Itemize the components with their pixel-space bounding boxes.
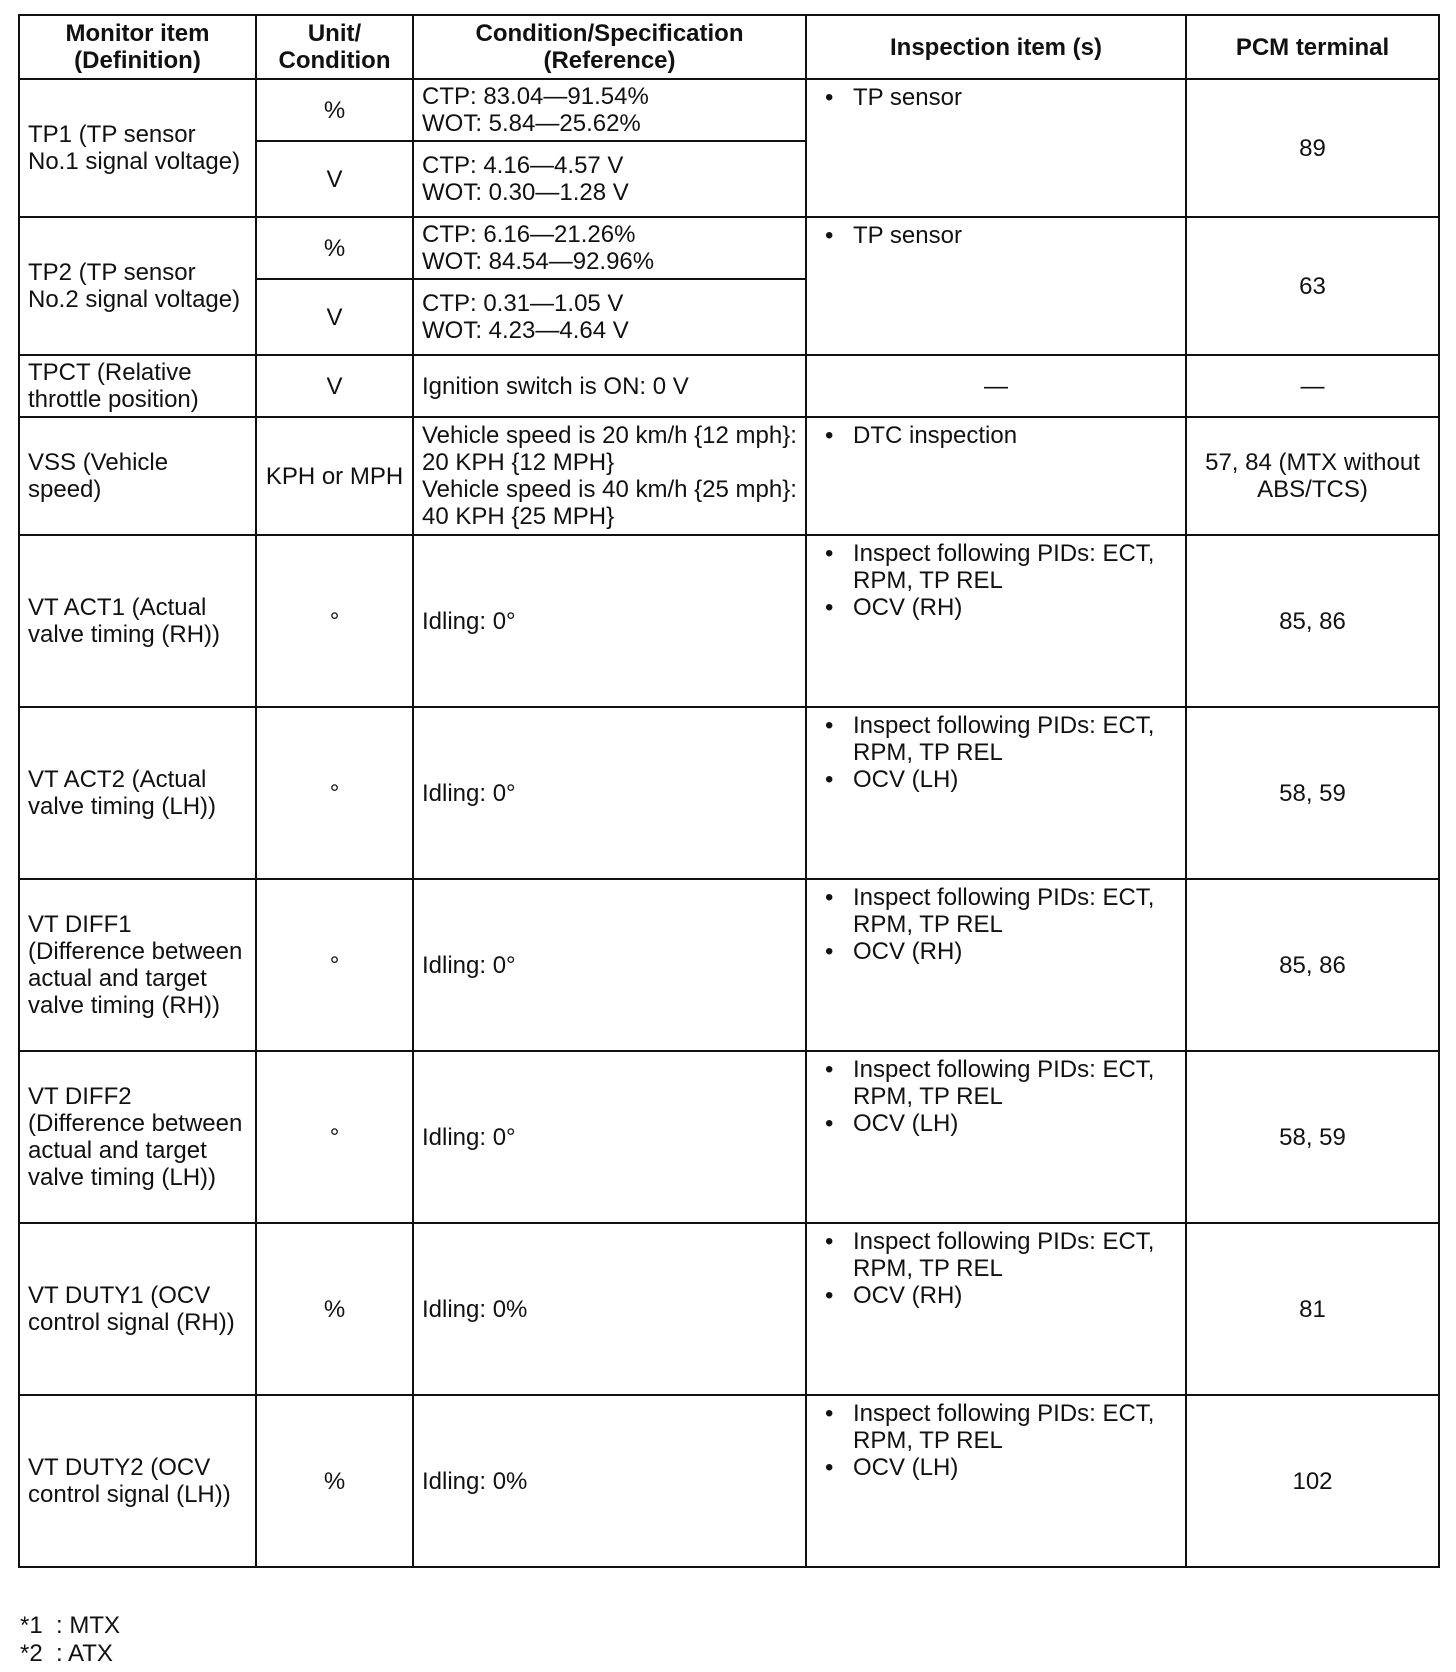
inspection-bullet: • Inspect following PIDs: ECT, RPM, TP REL <box>853 1400 1177 1454</box>
monitor-item-table <box>18 14 1440 1568</box>
table-row-vt-duty2 <box>19 1395 1439 1567</box>
monitor-item-cell: VT DIFF1 (Difference between actual and target valve timing (RH)) <box>19 879 256 1051</box>
inspection-cell <box>806 879 1186 1051</box>
condition-cell <box>413 279 806 355</box>
monitor-item-cell: VT DUTY2 (OCV control signal (LH)) <box>19 1395 256 1567</box>
inspection-bullet: • Inspect following PIDs: ECT, RPM, TP REL <box>853 1056 1177 1110</box>
inspection-bullet: • Inspect following PIDs: ECT, RPM, TP REL <box>853 712 1177 766</box>
inspection-bullet: • OCV (RH) <box>853 938 1177 965</box>
pcm-terminal-cell: — <box>1186 355 1439 417</box>
inspection-bullet: • OCV (LH) <box>853 1110 1177 1137</box>
monitor-item-cell: VT DUTY1 (OCV control signal (RH)) <box>19 1223 256 1395</box>
condition-line: CTP: 4.16—4.57 V <box>422 152 624 179</box>
pcm-terminal-cell: 85, 86 <box>1186 879 1439 1051</box>
footnotes <box>20 1612 120 1668</box>
condition-line: Vehicle speed is 40 km/h {25 mph}: 40 KPH {25 MPH} <box>422 476 797 530</box>
inspection-cell <box>806 79 1186 217</box>
monitor-item-tp1: TP1 (TP sensor No.1 signal voltage) <box>19 79 256 217</box>
unit-cell: V <box>256 355 413 417</box>
condition-line: WOT: 5.84—25.62% <box>422 110 641 137</box>
unit-cell: V <box>256 279 413 355</box>
unit-cell: % <box>256 1395 413 1567</box>
inspection-bullet: • OCV (RH) <box>853 1282 1177 1309</box>
footnote-2: *2 : ATX <box>20 1640 113 1667</box>
header-inspection-items: Inspection item (s) <box>806 15 1186 79</box>
pcm-terminal-cell: 102 <box>1186 1395 1439 1567</box>
unit-cell: ° <box>256 879 413 1051</box>
inspection-cell <box>806 1051 1186 1223</box>
condition-cell <box>413 79 806 141</box>
inspection-cell <box>806 535 1186 707</box>
monitor-item-table-sheet <box>18 14 1438 1568</box>
condition-cell <box>413 217 806 279</box>
pcm-terminal-cell: 63 <box>1186 217 1439 355</box>
monitor-item-vss: VSS (Vehicle speed) <box>19 417 256 535</box>
inspection-bullet: • OCV (RH) <box>853 594 1177 621</box>
inspection-bullet: • DTC inspection <box>853 422 1177 449</box>
condition-cell <box>413 417 806 535</box>
condition-line: CTP: 0.31—1.05 V <box>422 290 624 317</box>
condition-cell: Idling: 0% <box>413 1223 806 1395</box>
monitor-item-tp2: TP2 (TP sensor No.2 signal voltage) <box>19 217 256 355</box>
table-row-vt-diff1 <box>19 879 1439 1051</box>
header-condition-specification: Condition/Specification (Reference) <box>413 15 806 79</box>
table-row-tpct <box>19 355 1439 417</box>
table-row-tp2-percent <box>19 217 1439 279</box>
monitor-item-cell: VT DIFF2 (Difference between actual and target valve timing (LH)) <box>19 1051 256 1223</box>
header-unit-condition: Unit/ Condition <box>256 15 413 79</box>
inspection-cell <box>806 217 1186 355</box>
unit-cell: % <box>256 1223 413 1395</box>
pcm-terminal-cell: 89 <box>1186 79 1439 217</box>
inspection-cell <box>806 1395 1186 1567</box>
inspection-cell: — <box>806 355 1186 417</box>
inspection-cell <box>806 1223 1186 1395</box>
table-row-vt-diff2 <box>19 1051 1439 1223</box>
condition-line: WOT: 4.23—4.64 V <box>422 317 629 344</box>
table-row-vt-duty1 <box>19 1223 1439 1395</box>
inspection-bullet: • Inspect following PIDs: ECT, RPM, TP REL <box>853 1228 1177 1282</box>
monitor-item-tpct: TPCT (Relative throttle position) <box>19 355 256 417</box>
unit-cell: ° <box>256 707 413 879</box>
table-row-vss <box>19 417 1439 535</box>
condition-line: WOT: 84.54—92.96% <box>422 248 655 275</box>
monitor-item-cell: VT ACT2 (Actual valve timing (LH)) <box>19 707 256 879</box>
unit-cell: % <box>256 79 413 141</box>
condition-cell: Idling: 0° <box>413 1051 806 1223</box>
unit-cell: KPH or MPH <box>256 417 413 535</box>
pcm-terminal-cell: 81 <box>1186 1223 1439 1395</box>
table-row-vt-act2 <box>19 707 1439 879</box>
inspection-bullet: • OCV (LH) <box>853 1454 1177 1481</box>
unit-cell: ° <box>256 1051 413 1223</box>
condition-cell: Ignition switch is ON: 0 V <box>413 355 806 417</box>
pcm-terminal-cell: 85, 86 <box>1186 535 1439 707</box>
inspection-bullet: • Inspect following PIDs: ECT, RPM, TP REL <box>853 884 1177 938</box>
monitor-item-cell: VT ACT1 (Actual valve timing (RH)) <box>19 535 256 707</box>
condition-line: Vehicle speed is 20 km/h {12 mph}: 20 KPH {12 MPH} <box>422 422 797 476</box>
condition-line: WOT: 0.30—1.28 V <box>422 179 629 206</box>
pcm-terminal-cell: 58, 59 <box>1186 1051 1439 1223</box>
condition-cell: Idling: 0° <box>413 879 806 1051</box>
condition-cell: Idling: 0° <box>413 707 806 879</box>
header-pcm-terminal: PCM terminal <box>1186 15 1439 79</box>
condition-line: CTP: 83.04—91.54% <box>422 83 649 110</box>
header-monitor-item: Monitor item (Definition) <box>19 15 256 79</box>
inspection-cell <box>806 707 1186 879</box>
table-row-vt-act1 <box>19 535 1439 707</box>
table-header-row <box>19 15 1439 79</box>
footnote-1: *1 : MTX <box>20 1612 121 1639</box>
condition-line: CTP: 6.16—21.26% <box>422 221 636 248</box>
unit-cell: V <box>256 141 413 217</box>
table-row-tp1-percent <box>19 79 1439 141</box>
inspection-bullet: • OCV (LH) <box>853 766 1177 793</box>
condition-cell: Idling: 0° <box>413 535 806 707</box>
pcm-terminal-cell: 58, 59 <box>1186 707 1439 879</box>
inspection-bullet: • TP sensor <box>853 84 1177 111</box>
condition-cell <box>413 141 806 217</box>
inspection-bullet: • TP sensor <box>853 222 1177 249</box>
unit-cell: % <box>256 217 413 279</box>
unit-cell: ° <box>256 535 413 707</box>
inspection-bullet: • Inspect following PIDs: ECT, RPM, TP REL <box>853 540 1177 594</box>
inspection-cell <box>806 417 1186 535</box>
pcm-terminal-cell: 57, 84 (MTX without ABS/TCS) <box>1186 417 1439 535</box>
condition-cell: Idling: 0% <box>413 1395 806 1567</box>
